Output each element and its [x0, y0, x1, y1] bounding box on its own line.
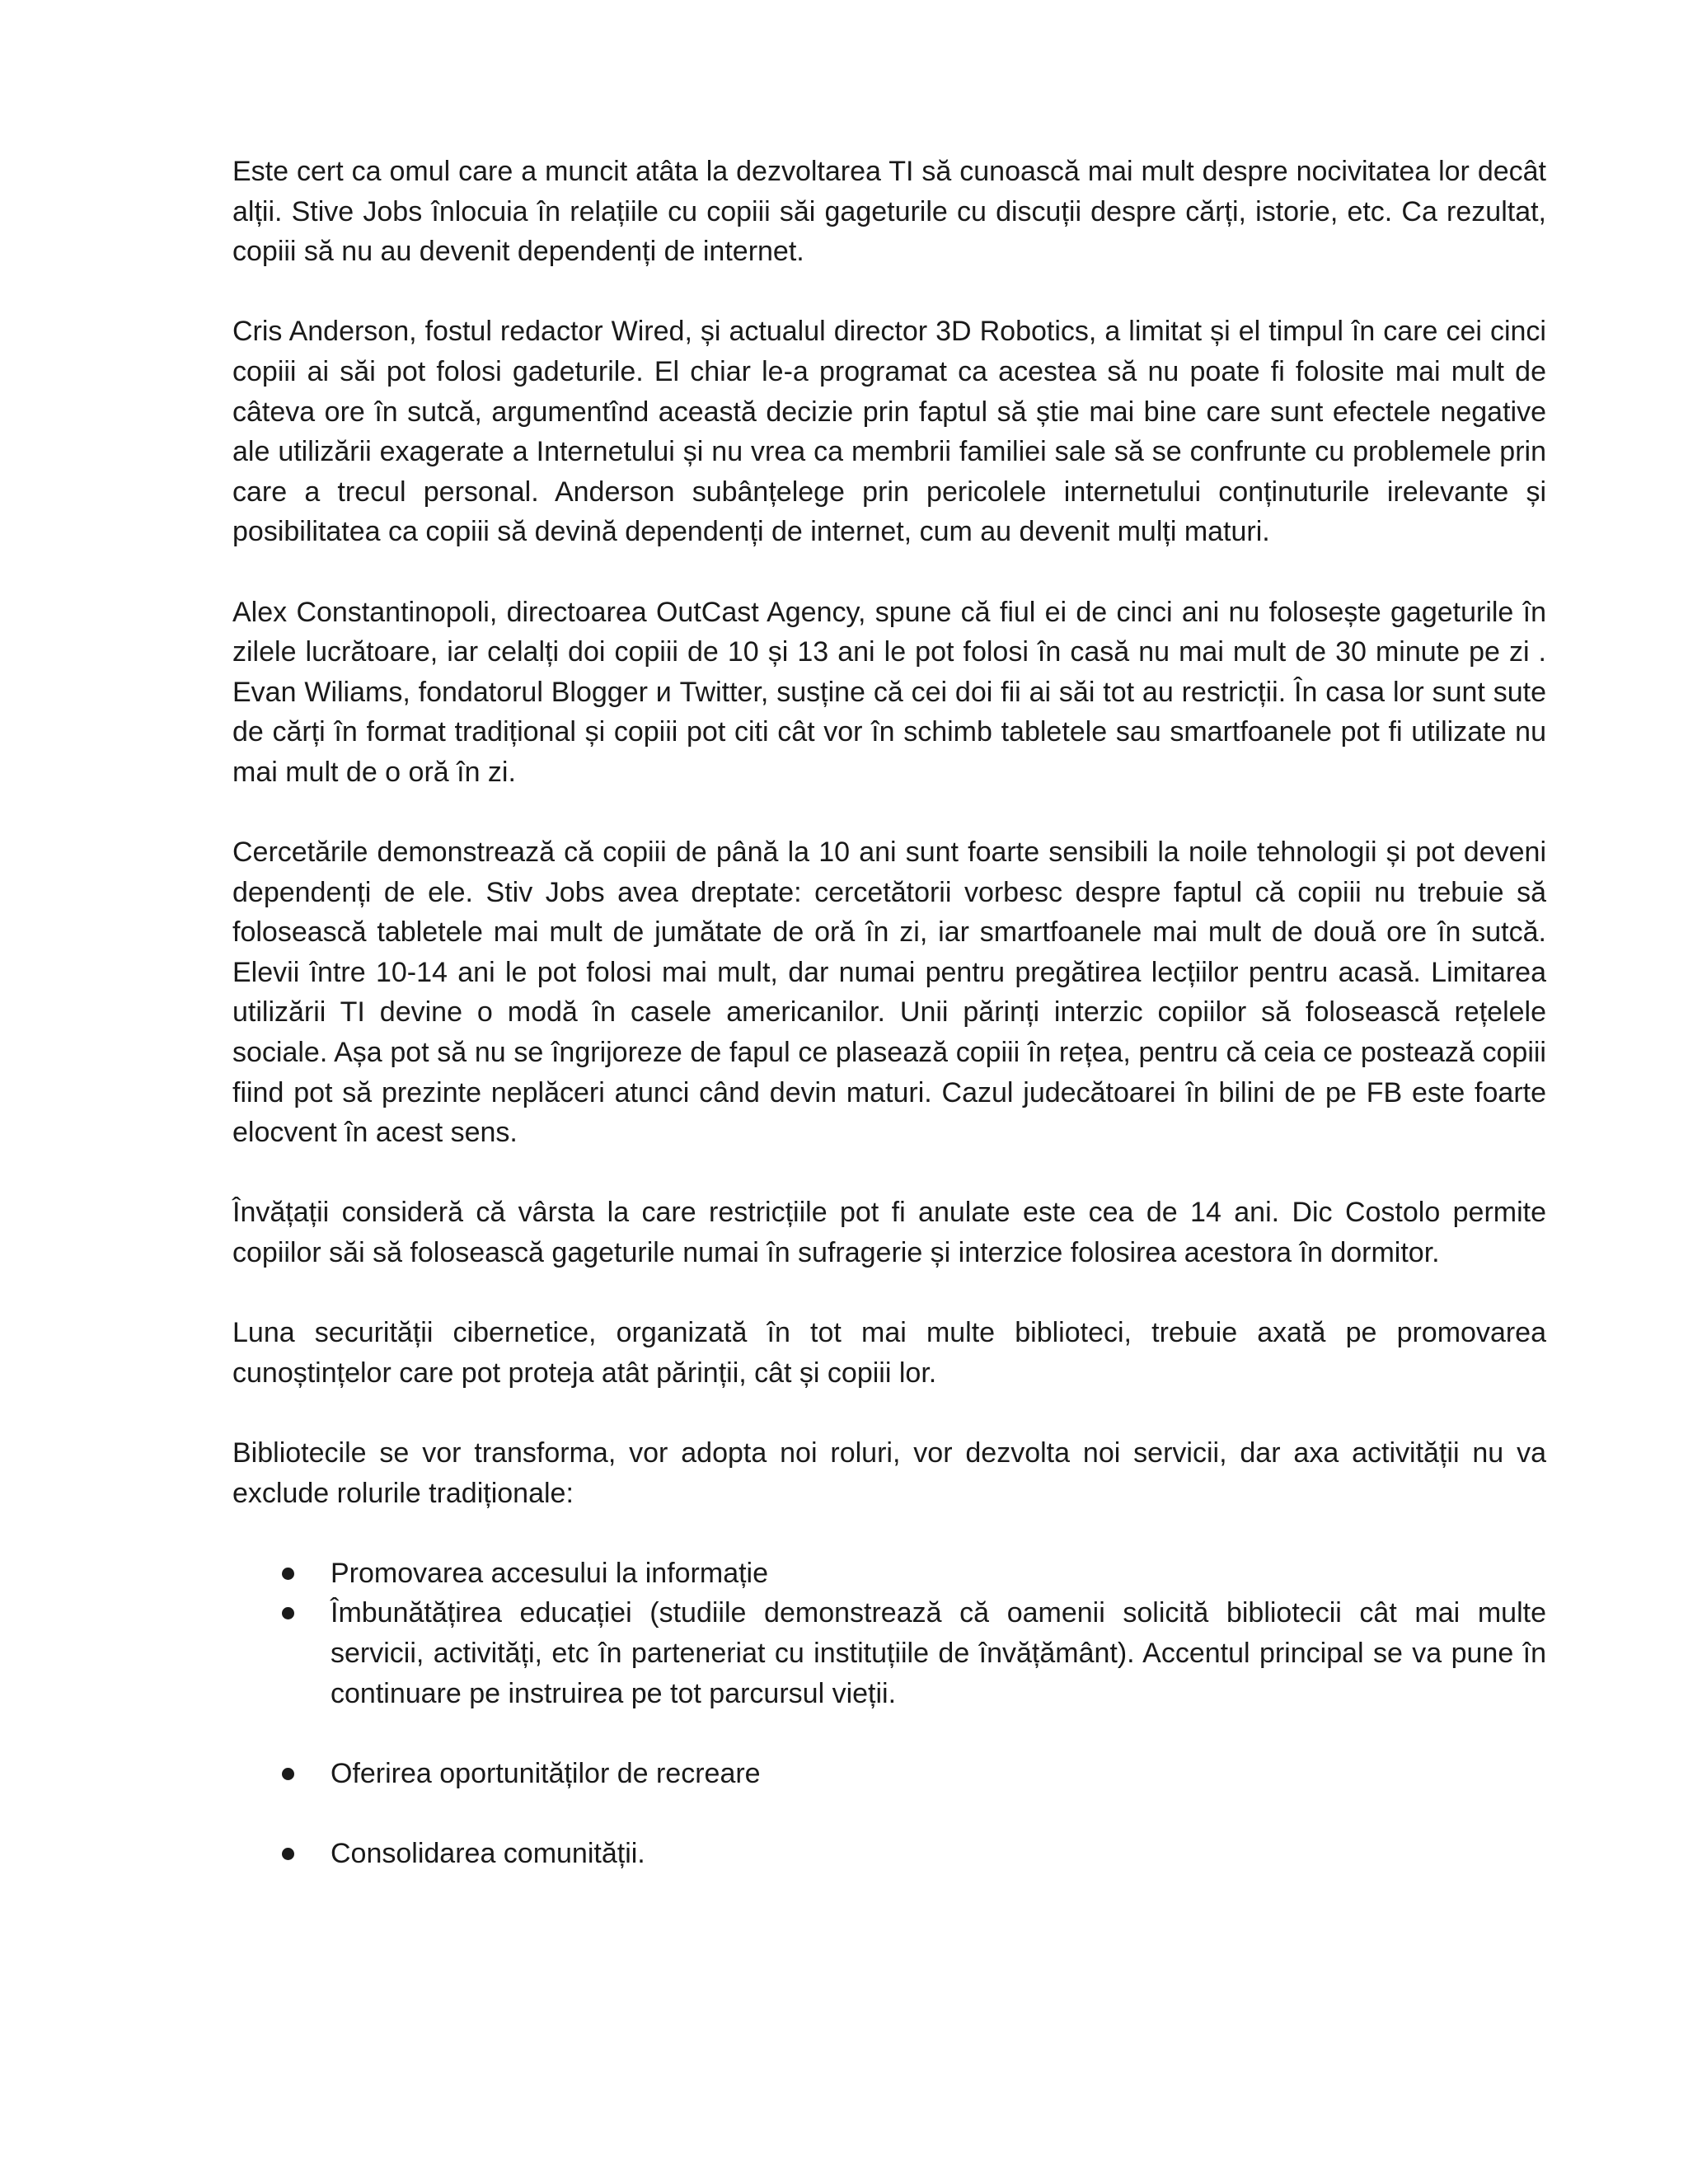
- list-item: [232, 1554, 1546, 1594]
- list-item: [232, 1754, 1546, 1794]
- bullet-icon: [282, 1848, 294, 1860]
- bullet-icon: [282, 1568, 294, 1580]
- list-item: [232, 1834, 1546, 1874]
- paragraph-anderson: Cris Anderson, fostul redactor Wired, și actualul director 3D Robotics, a limitat și el timpul în care cei cinci copiii ai săi pot folosi gadeturile. El chiar le-a programat ca acestea să nu poate fi folosite mai mult de câteva ore în sutcă, argumentînd această decizie prin faptul să știe mai bine care sunt efectele negative ale utilizării exagerate a Internetului și nu vrea ca membrii familiei sale să se confrunte cu problemele prin care a trecul personal. Anderson subânțelege prin pericolele internetului conținuturile irelevante și posibilitatea ca copiii să devină dependenți de internet, cum au devenit mulți maturi.: [232, 316, 1546, 548]
- paragraph-constantinopoli: Alex Constantinopoli, directoarea OutCast Agency, spune că fiul ei de cinci ani nu folosește gageturile în zilele lucrătoare, iar celalți doi copiii de 10 și 13 ani le pot folosi în casă nu mai mult de 30 minute pe zi . Evan Wiliams, fondatorul Blogger и Twitter, susține că cei doi fii ai săi tot au restricții. În casa lor sunt sute de cărți în format tradițional și copiii pot citi cât vor în schimb tabletele sau smartfoanele pot fi utilizate nu mai mult de o oră în zi.: [232, 596, 1546, 788]
- bullet-icon: [282, 1607, 294, 1619]
- list-item-text: Consolidarea comunității.: [331, 1837, 645, 1869]
- bullet-icon: [282, 1768, 294, 1780]
- paragraph-cybersecurity-month: Luna securității cibernetice, organizată în tot mai multe biblioteci, trebuie axată pe promovarea cunoștințelor care pot proteja atât părinții, cât și copiii lor.: [232, 1317, 1546, 1389]
- paragraph-libraries: Bibliotecile se vor transforma, vor adopta noi roluri, vor dezvolta noi servicii, dar axa activității nu va exclude rolurile tradiționale:: [232, 1437, 1546, 1509]
- list-item: [232, 1593, 1546, 1713]
- list-item-text: Oferirea oportunităților de recreare: [331, 1757, 761, 1789]
- bullet-list: [232, 1513, 1546, 1873]
- list-item-text: Promovarea accesului la informație: [331, 1557, 769, 1589]
- paragraph-age-restrictions: Învățații consideră că vârsta la care restricțiile pot fi anulate este cea de 14 ani. Dic Costolo permite copiilor săi să folosească gageturile numai în sufragerie și interzice folosirea acestora în dormitor.: [232, 1197, 1546, 1269]
- list-item-text: Îmbunătățirea educației (studiile demonstrează că oamenii solicită bibliotecii cât mai multe servicii, activități, etc în parteneriat cu instituțiile de învățământ). Accentul principal se va pune în continuare pe instruirea pe tot parcursul vieții.: [331, 1597, 1546, 1709]
- paragraph-research: Cercetările demonstrează că copiii de până la 10 ani sunt foarte sensibili la noile tehnologii și pot deveni dependenți de ele. Stiv Jobs avea dreptate: cercetătorii vorbesc despre faptul că copiii nu trebuie să folosească tabletele mai mult de jumătate de oră în zi, iar smartfoanele mai mult de două ore în sutcă. Elevii între 10-14 ani le pot folosi mai mult, dar numai pentru pregătirea lecțiilor pentru acasă. Limitarea utilizării TI devine o modă în casele americanilor. Unii părinți interzic copiilor să folosească rețelele sociale. Așa pot să nu se îngrijoreze de fapul ce plasează copiii în rețea, pentru că ceia ce postează copiii fiind pot să prezinte neplăceri atunci când devin maturi. Cazul judecătoarei în bilini de pe FB este foarte elocvent în acest sens.: [232, 837, 1546, 1149]
- document-page: [232, 152, 1546, 1874]
- paragraph-jobs: Este cert ca omul care a muncit atâta la dezvoltarea TI să cunoască mai mult despre nocivitatea lor decât alții. Stive Jobs înlocuia în relațiile cu copiii săi gageturile cu discuții despre cărți, istorie, etc. Ca rezultat, copiii să nu au devenit dependenți de internet.: [232, 156, 1546, 268]
